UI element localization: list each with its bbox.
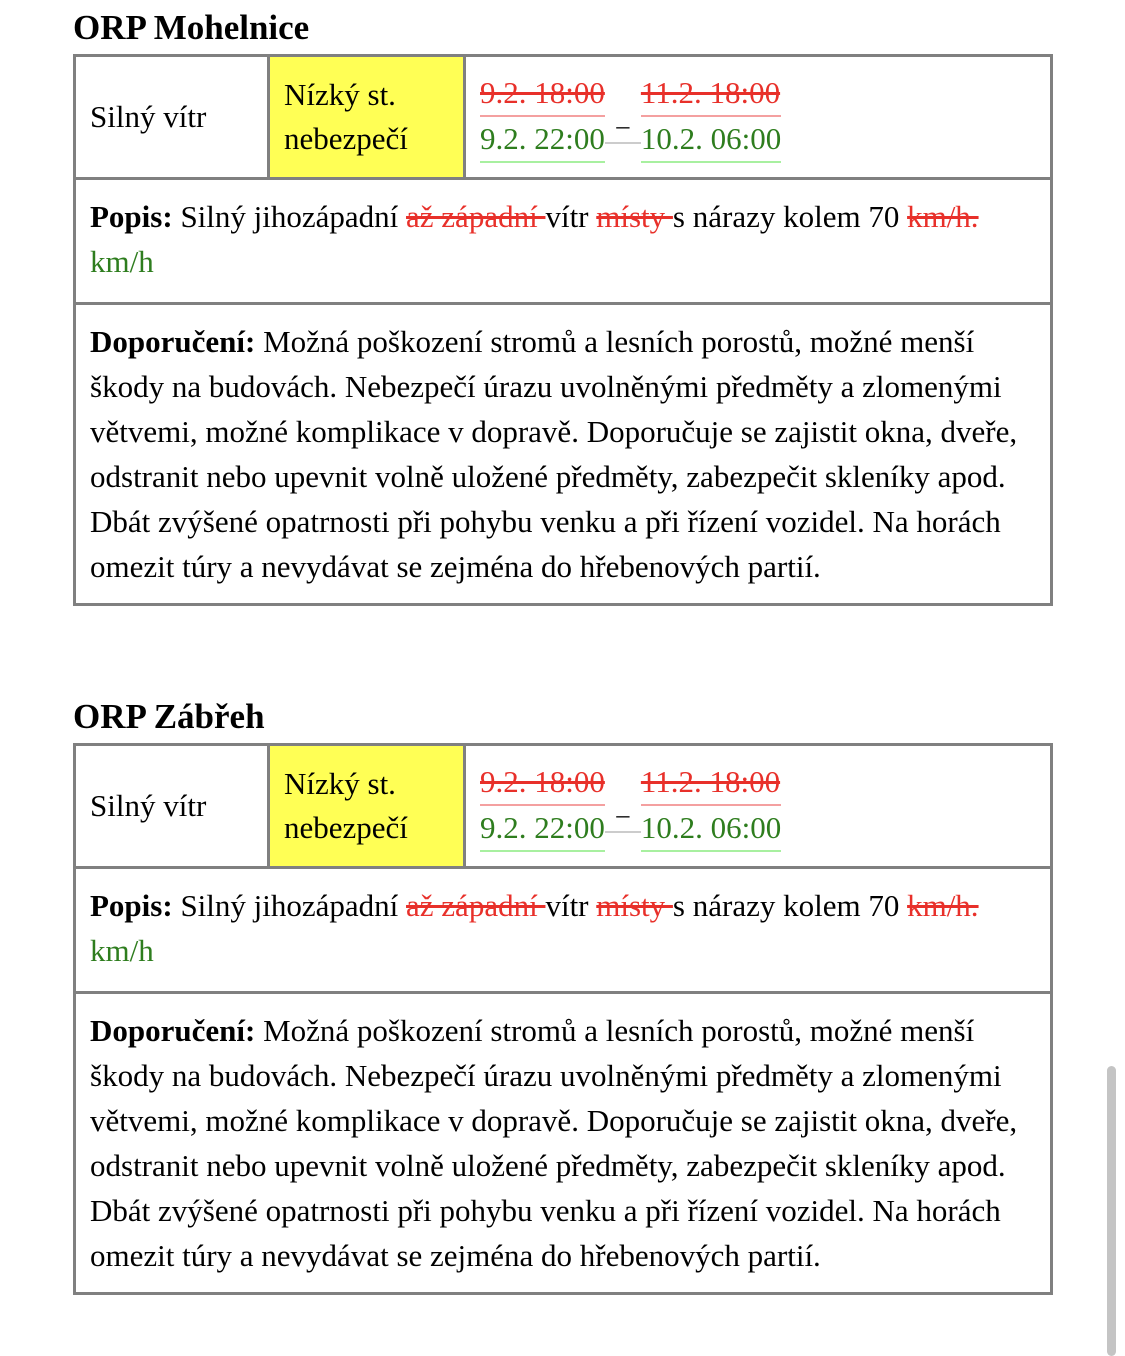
old-start-time: 9.2. 18:00 [480, 760, 605, 806]
time-separator: – [616, 111, 630, 140]
danger-level-cell [270, 746, 466, 866]
vertical-scrollbar[interactable] [1107, 1066, 1116, 1356]
phenomenon-cell: Silný vítr [76, 746, 270, 866]
desc-deleted-text: km/h. [907, 888, 979, 923]
recommendation-label: Doporučení: [90, 324, 256, 359]
old-start-time: 9.2. 18:00 [480, 71, 605, 117]
desc-deleted-text: až západní [406, 888, 546, 923]
desc-deleted-text: až západní [406, 199, 546, 234]
desc-text: vítr [545, 199, 597, 234]
desc-text: vítr [545, 888, 597, 923]
description [76, 869, 1050, 994]
warning-card [73, 743, 1053, 1295]
desc-deleted-text: místy [596, 199, 673, 234]
recommendation [76, 994, 1050, 1292]
desc-text: s nárazy kolem 70 [672, 888, 908, 923]
recommendation [76, 305, 1050, 603]
warning-card [73, 54, 1053, 606]
new-end-time: 10.2. 06:00 [641, 806, 781, 852]
warning-summary-row [76, 57, 1050, 180]
recommendation-text: Možná poškození stromů a lesních porostů, možné menší škody na budovách. Nebezpečí úrazu uvolněnými předměty a zlomenými větvemi, možné komplikace v dopravě. Doporučuje se zajistit okna, dveře, odstranit nebo upevnit volně uložené předměty, zabezpečit skleníky apod. Dbát zvýšené opatrnosti při pohybu venku a při řízení vozidel. Na horách omezit túry a nevydávat se zejména do hřebenových partií. [90, 324, 1018, 584]
region-title: ORP Zábřeh [73, 697, 265, 736]
time-separator: – [616, 800, 630, 829]
region-mohelnice [73, 8, 1053, 606]
description-label: Popis: [90, 888, 173, 923]
recommendation-label: Doporučení: [90, 1013, 256, 1048]
desc-text: s nárazy kolem 70 [672, 199, 908, 234]
desc-deleted-text: km/h. [907, 199, 979, 234]
region-zabreh [73, 697, 1053, 1295]
danger-level-cell [270, 57, 466, 177]
danger-level-label: Nízký st. nebezpečí [284, 766, 408, 845]
phenomenon-cell: Silný vítr [76, 57, 270, 177]
description [76, 180, 1050, 305]
desc-text: Silný jihozápadní [172, 199, 407, 234]
desc-inserted-text: km/h [90, 933, 154, 968]
desc-text: Silný jihozápadní [172, 888, 407, 923]
validity-cell [466, 57, 1050, 177]
region-title: ORP Mohelnice [73, 8, 310, 47]
desc-deleted-text: místy [596, 888, 673, 923]
desc-inserted-text: km/h [90, 244, 154, 279]
description-label: Popis: [90, 199, 173, 234]
new-end-time: 10.2. 06:00 [641, 117, 781, 163]
danger-level-label: Nízký st. nebezpečí [284, 77, 408, 156]
old-end-time: 11.2. 18:00 [641, 760, 781, 806]
validity-cell [466, 746, 1050, 866]
recommendation-text: Možná poškození stromů a lesních porostů, možné menší škody na budovách. Nebezpečí úrazu uvolněnými předměty a zlomenými větvemi, možné komplikace v dopravě. Doporučuje se zajistit okna, dveře, odstranit nebo upevnit volně uložené předměty, zabezpečit skleníky apod. Dbát zvýšené opatrnosti při pohybu venku a při řízení vozidel. Na horách omezit túry a nevydávat se zejména do hřebenových partií. [90, 1013, 1018, 1273]
warning-summary-row [76, 746, 1050, 869]
new-start-time: 9.2. 22:00 [480, 117, 605, 163]
new-start-time: 9.2. 22:00 [480, 806, 605, 852]
old-end-time: 11.2. 18:00 [641, 71, 781, 117]
